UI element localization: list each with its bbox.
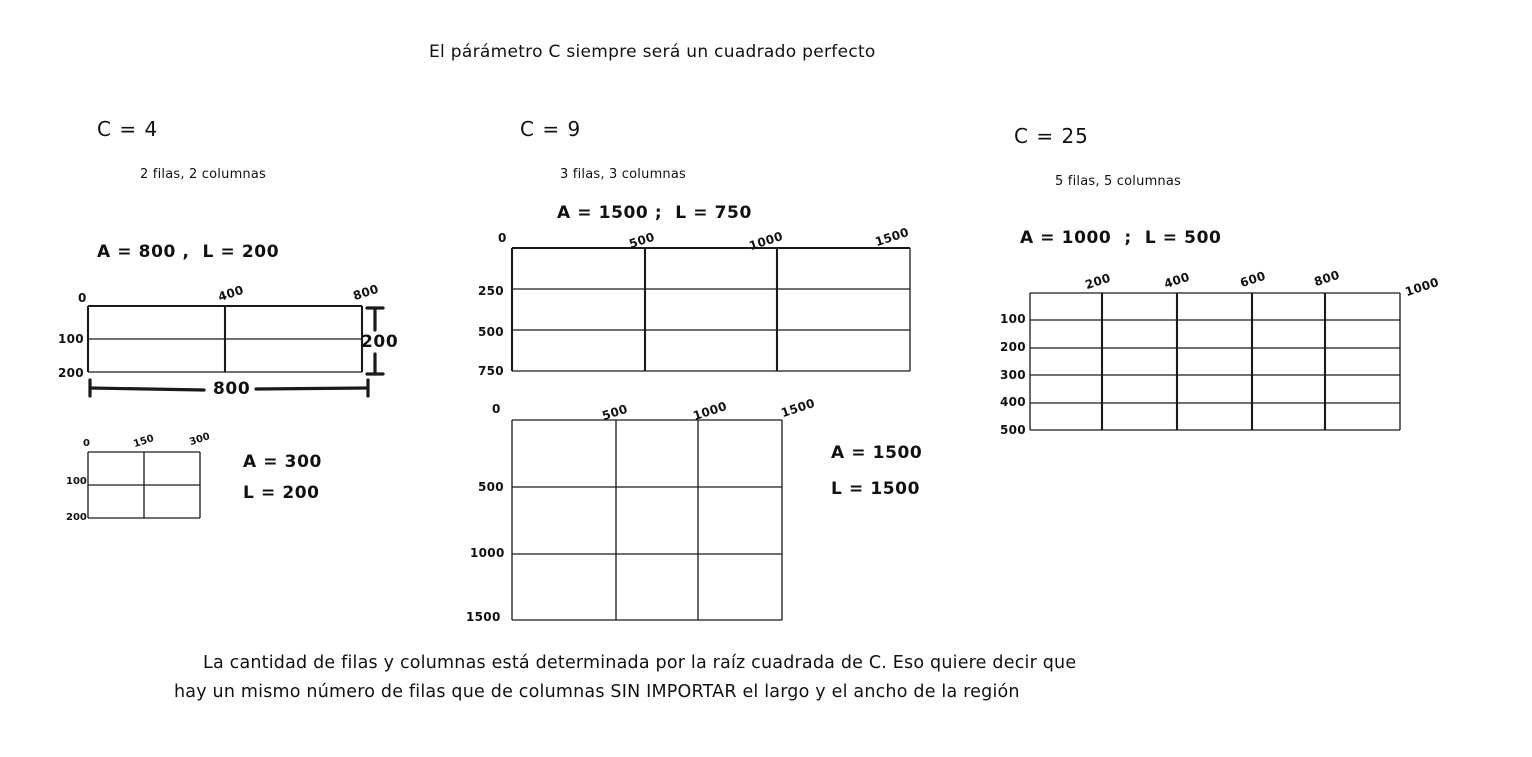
section-c4-sublabel: 2 filas, 2 columnas [140, 167, 267, 182]
grid-c9-wide-xtick-1: 500 [627, 229, 657, 252]
grid-c9-square-ytick-3: 1500 [466, 610, 501, 624]
grid-c9-wide-xtick-0: 0 [498, 231, 507, 245]
grid-c9-square-xtick-0: 0 [492, 402, 501, 416]
grid-c4-small-xtick-0: 0 [83, 438, 90, 449]
grid-c9-square-xtick-2: 1000 [691, 399, 729, 424]
grid-c4-small-xtick-1: 150 [132, 433, 156, 451]
grid-c25-xtick-5: 1000 [1403, 275, 1441, 300]
grid-c4-main-ytick-2: 200 [58, 366, 84, 380]
grid-c9-wide-xtick-3: 1500 [873, 225, 911, 250]
grid-c25-ytick-1: 100 [1000, 312, 1026, 326]
footer-line-1: La cantidad de filas y columnas está determinada por la raíz cuadrada de C. Eso quiere decir que [203, 653, 1077, 673]
grid-c4-main [88, 306, 362, 372]
grid-c4-small-ytick-2: 200 [66, 512, 87, 523]
grid-c9-square-xtick-1: 500 [600, 401, 630, 424]
grid-c4-main-xtick-2: 800 [351, 281, 381, 304]
section-c4-label: C = 4 [97, 117, 159, 141]
grid-c4-main-ytick-1: 100 [58, 332, 84, 346]
section-c4-dims: A = 800 , L = 200 [97, 242, 280, 262]
grid-c4-main-xtick-1: 400 [216, 282, 246, 305]
footer-line-2: hay un mismo número de filas que de columnas SIN IMPORTAR el largo y el ancho de la región [174, 682, 1020, 702]
grid-c25-ytick-3: 300 [1000, 368, 1026, 382]
grid-c25 [1030, 293, 1400, 430]
grid-c9-wide-ytick-3: 750 [478, 364, 504, 378]
grid-c9-square-ytick-1: 500 [478, 480, 504, 494]
grid-c9-wide-xtick-2: 1000 [747, 229, 785, 254]
grid-c9-square [512, 420, 782, 620]
grid-c4-small-ytick-1: 100 [66, 476, 87, 487]
grid-c25-xtick-4: 800 [1312, 267, 1342, 290]
grid-c25-ytick-2: 200 [1000, 340, 1026, 354]
section-c9-label: C = 9 [520, 117, 582, 141]
grid-c4-height-value: 200 [361, 332, 399, 352]
grid-c25-xtick-1: 200 [1083, 270, 1113, 293]
section-c25-dims: A = 1000 ; L = 500 [1020, 228, 1222, 248]
grid-c25-ytick-4: 400 [1000, 395, 1026, 409]
grid-c4-small [88, 452, 200, 518]
section-c9-dims: A = 1500 ; L = 750 [557, 203, 752, 223]
grid-c4-small-xtick-2: 300 [188, 431, 212, 449]
section-c9-sublabel: 3 filas, 3 columnas [560, 167, 687, 182]
grid-c9-wide-ytick-1: 250 [478, 284, 504, 298]
grid-c4-main-xtick-0: 0 [78, 291, 87, 305]
grid-c9-square-xtick-3: 1500 [779, 396, 817, 421]
grid-c9-wide-ytick-2: 500 [478, 325, 504, 339]
section-c25-label: C = 25 [1014, 124, 1089, 148]
grid-c4-small-side-label-l: L = 200 [243, 483, 320, 503]
grid-c4-small-side-label-a: A = 300 [243, 452, 322, 472]
section-c25-sublabel: 5 filas, 5 columnas [1055, 174, 1182, 189]
grid-c25-xtick-2: 400 [1162, 269, 1192, 292]
grid-c9-square-side-label-l: L = 1500 [831, 479, 921, 499]
grid-c25-ytick-5: 500 [1000, 423, 1026, 437]
grid-c4-width-value: 800 [213, 379, 251, 399]
grid-c9-square-side-label-a: A = 1500 [831, 443, 923, 463]
grid-c9-square-ytick-2: 1000 [470, 546, 505, 560]
page-title: El párámetro C siempre será un cuadrado perfecto [429, 42, 876, 62]
grid-c25-xtick-3: 600 [1238, 268, 1268, 291]
grid-c9-wide [512, 248, 910, 371]
